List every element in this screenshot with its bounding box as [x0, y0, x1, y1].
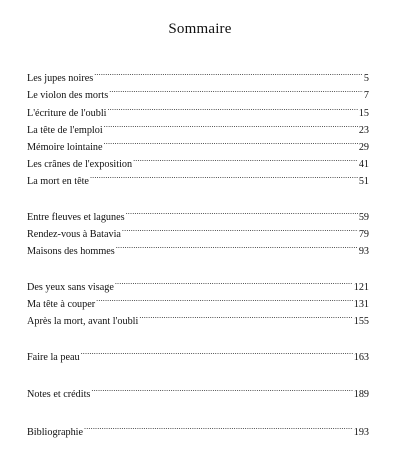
dot-leader	[90, 167, 358, 184]
toc-entry-title: Mémoire lointaine	[27, 141, 103, 153]
dot-leader	[104, 133, 358, 150]
toc-page-number: 59	[358, 212, 369, 223]
toc-entry-title: Rendez-vous à Batavia	[27, 229, 121, 241]
dot-leader	[133, 150, 358, 167]
toc-entry-title: Maisons des hommes	[27, 246, 115, 258]
toc-page-number: 131	[353, 299, 369, 311]
toc-entry[interactable]	[27, 203, 369, 223]
toc-page-number: 7	[363, 90, 369, 102]
toc-section	[27, 343, 369, 364]
toc-page-number: 163	[353, 352, 369, 364]
toc-entry-title: Faire la peau	[27, 352, 80, 364]
toc-entry[interactable]	[27, 380, 369, 401]
dot-leader	[104, 116, 358, 133]
toc-page-number: 15	[358, 107, 369, 119]
toc-entry[interactable]	[27, 343, 369, 364]
toc-entry-title: Les crânes de l'exposition	[27, 159, 133, 171]
toc-entry-title: Notes et crédits	[27, 389, 91, 401]
toc-entry-title: Entre fleuves et lagunes	[27, 212, 125, 223]
toc-section	[27, 203, 369, 258]
toc-entry-title: Les jupes noires	[27, 73, 94, 85]
dot-leader	[122, 220, 358, 237]
toc-page-number: 29	[358, 141, 369, 153]
dot-leader	[84, 417, 353, 434]
toc-page-number: 79	[358, 229, 369, 241]
toc-page-number: 93	[358, 246, 369, 258]
dot-leader	[115, 273, 353, 290]
toc-section	[27, 417, 369, 438]
dot-leader	[116, 237, 358, 254]
dot-leader	[81, 343, 353, 360]
toc-entry-title: Ma tête à couper	[27, 299, 96, 311]
toc-section	[27, 273, 369, 328]
toc-entry-title: Des yeux sans visage	[27, 282, 114, 294]
toc-entry-title: Après la mort, avant l'oubli	[27, 316, 139, 328]
dot-leader	[96, 290, 353, 307]
toc-entry[interactable]	[27, 64, 369, 85]
toc-section	[27, 380, 369, 401]
dot-leader	[91, 380, 352, 397]
toc-entry[interactable]	[27, 417, 369, 438]
toc-entry-title: Le violon des morts	[27, 90, 109, 102]
toc-entry-title: Bibliographie	[27, 426, 84, 438]
toc-entry[interactable]	[27, 273, 369, 294]
dot-leader	[109, 81, 363, 98]
table-of-contents	[27, 64, 369, 438]
toc-page-number: 23	[358, 124, 369, 136]
dot-leader	[126, 203, 358, 220]
toc-page-number: 155	[353, 316, 369, 328]
toc-entry-title: La mort en tête	[27, 176, 89, 188]
toc-page-number: 189	[353, 389, 369, 401]
toc-entry-title: La tête de l'emploi	[27, 124, 103, 136]
toc-page-number: 51	[358, 176, 369, 188]
toc-section	[27, 64, 369, 188]
toc-page-number: 5	[363, 73, 369, 85]
toc-page-number: 41	[358, 159, 369, 171]
toc-page-number: 193	[353, 426, 369, 438]
dot-leader	[107, 98, 357, 115]
toc-entry-title: L'écriture de l'oubli	[27, 107, 107, 119]
dot-leader	[94, 64, 363, 81]
dot-leader	[139, 307, 352, 324]
toc-page-number: 121	[353, 282, 369, 294]
page-title: Sommaire	[168, 21, 232, 37]
